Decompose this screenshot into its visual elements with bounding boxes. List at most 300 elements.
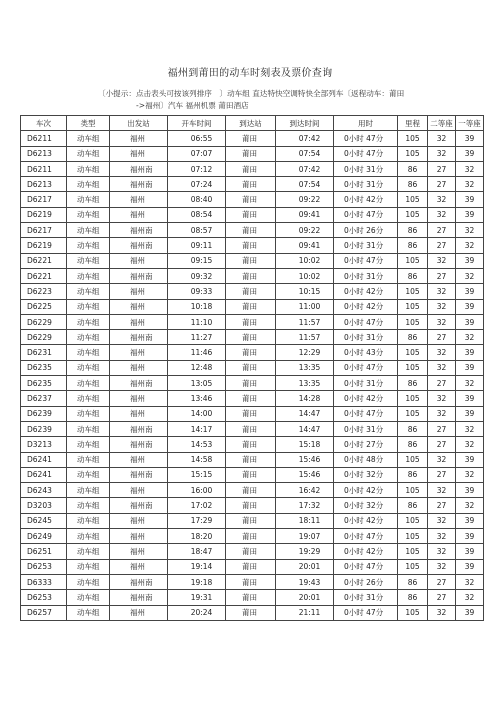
- cell-arrival-station: 莆田: [226, 223, 276, 238]
- cell-first-class: 39: [456, 452, 484, 467]
- cell-first-class: 39: [456, 559, 484, 574]
- cell-departure-time: 15:15: [168, 467, 226, 482]
- table-row: [21, 437, 484, 452]
- cell-second-class: 32: [428, 360, 456, 375]
- cell-first-class: 39: [456, 544, 484, 559]
- page-title: 福州到莆田的动车时刻表及票价查询: [167, 68, 333, 79]
- cell-departure-time: 09:11: [168, 238, 226, 253]
- cell-duration: 0小时 48分: [334, 452, 398, 467]
- cell-train-no[interactable]: D6211: [21, 161, 67, 176]
- cell-first-class: 32: [456, 590, 484, 605]
- cell-train-no[interactable]: D6223: [21, 284, 67, 299]
- cell-first-class: 39: [456, 529, 484, 544]
- cell-type: 动车组: [67, 131, 110, 146]
- cell-arrival-station: 莆田: [226, 467, 276, 482]
- cell-train-no[interactable]: D6231: [21, 345, 67, 360]
- cell-duration: 0小时 47分: [334, 605, 398, 620]
- cell-arrival-station: 莆田: [226, 513, 276, 528]
- cell-train-no[interactable]: D6221: [21, 253, 67, 268]
- cell-second-class: 32: [428, 253, 456, 268]
- cell-first-class: 39: [456, 131, 484, 146]
- table-row: [21, 513, 484, 528]
- cell-departure-time: 11:10: [168, 314, 226, 329]
- cell-duration: 0小时 42分: [334, 513, 398, 528]
- cell-distance: 86: [398, 467, 428, 482]
- cell-duration: 0小时 47分: [334, 559, 398, 574]
- cell-departure-time: 07:24: [168, 177, 226, 192]
- table-row: [21, 161, 484, 176]
- cell-distance: 105: [398, 544, 428, 559]
- cell-train-no[interactable]: D6213: [21, 177, 67, 192]
- cell-type: 动车组: [67, 391, 110, 406]
- cell-departure-station: 福州南: [110, 467, 168, 482]
- table-row: [21, 345, 484, 360]
- cell-first-class: 39: [456, 284, 484, 299]
- cell-second-class: 27: [428, 161, 456, 176]
- cell-second-class: 32: [428, 559, 456, 574]
- cell-second-class: 27: [428, 437, 456, 452]
- cell-arrival-station: 莆田: [226, 207, 276, 222]
- cell-first-class: 32: [456, 498, 484, 513]
- cell-train-no[interactable]: D6229: [21, 330, 67, 345]
- cell-second-class: 32: [428, 544, 456, 559]
- cell-distance: 105: [398, 253, 428, 268]
- cell-departure-time: 07:12: [168, 161, 226, 176]
- cell-arrival-station: 莆田: [226, 238, 276, 253]
- cell-distance: 86: [398, 376, 428, 391]
- cell-first-class: 39: [456, 513, 484, 528]
- cell-duration: 0小时 31分: [334, 177, 398, 192]
- cell-duration: 0小时 47分: [334, 146, 398, 161]
- cell-type: 动车组: [67, 559, 110, 574]
- table-row: [21, 529, 484, 544]
- cell-second-class: 32: [428, 391, 456, 406]
- cell-duration: 0小时 47分: [334, 406, 398, 421]
- cell-departure-station: 福州: [110, 345, 168, 360]
- cell-type: 动车组: [67, 513, 110, 528]
- table-row: [21, 421, 484, 436]
- table-row: [21, 284, 484, 299]
- cell-arrival-station: 莆田: [226, 605, 276, 620]
- table-row: [21, 207, 484, 222]
- cell-type: 动车组: [67, 421, 110, 436]
- timetable-header-row: [21, 116, 484, 131]
- cell-first-class: 39: [456, 207, 484, 222]
- cell-first-class: 32: [456, 376, 484, 391]
- cell-train-no[interactable]: D6219: [21, 238, 67, 253]
- cell-arrival-time: 14:47: [276, 406, 334, 421]
- cell-distance: 86: [398, 177, 428, 192]
- cell-arrival-time: 19:07: [276, 529, 334, 544]
- cell-first-class: 32: [456, 421, 484, 436]
- cell-arrival-station: 莆田: [226, 299, 276, 314]
- cell-train-no[interactable]: D6249: [21, 529, 67, 544]
- cell-departure-time: 18:20: [168, 529, 226, 544]
- cell-arrival-station: 莆田: [226, 253, 276, 268]
- cell-departure-station: 福州: [110, 529, 168, 544]
- cell-departure-time: 13:05: [168, 376, 226, 391]
- cell-distance: 105: [398, 299, 428, 314]
- cell-train-no[interactable]: D6221: [21, 268, 67, 283]
- cell-duration: 0小时 42分: [334, 391, 398, 406]
- cell-departure-station: 福州南: [110, 498, 168, 513]
- cell-departure-time: 08:57: [168, 223, 226, 238]
- cell-distance: 86: [398, 330, 428, 345]
- cell-first-class: 39: [456, 192, 484, 207]
- cell-train-no[interactable]: D6237: [21, 391, 67, 406]
- cell-arrival-time: 07:42: [276, 161, 334, 176]
- cell-departure-station: 福州: [110, 131, 168, 146]
- cell-departure-time: 14:17: [168, 421, 226, 436]
- cell-train-no[interactable]: D6241: [21, 452, 67, 467]
- header-departure-station[interactable]: 出发站: [110, 116, 168, 131]
- cell-departure-station: 福州: [110, 207, 168, 222]
- cell-type: 动车组: [67, 223, 110, 238]
- tips-line-1: 〔小提示：点击表头可按该列排序 〕动车组 直达特快空调特快全部列车〔返程动车：莆田: [98, 89, 405, 98]
- cell-train-no[interactable]: D6239: [21, 406, 67, 421]
- cell-arrival-station: 莆田: [226, 421, 276, 436]
- table-row: [21, 452, 484, 467]
- cell-first-class: 39: [456, 360, 484, 375]
- header-departure-time[interactable]: 开车时间: [168, 116, 226, 131]
- cell-second-class: 27: [428, 590, 456, 605]
- cell-duration: 0小时 42分: [334, 284, 398, 299]
- cell-first-class: 39: [456, 299, 484, 314]
- cell-second-class: 32: [428, 131, 456, 146]
- cell-train-no[interactable]: D6251: [21, 544, 67, 559]
- cell-arrival-time: 11:57: [276, 314, 334, 329]
- cell-second-class: 32: [428, 192, 456, 207]
- cell-second-class: 32: [428, 483, 456, 498]
- header-arrival-time[interactable]: 到达时间: [276, 116, 334, 131]
- cell-distance: 105: [398, 360, 428, 375]
- cell-arrival-time: 07:54: [276, 146, 334, 161]
- cell-departure-station: 福州南: [110, 223, 168, 238]
- cell-departure-station: 福州: [110, 146, 168, 161]
- cell-distance: 105: [398, 314, 428, 329]
- cell-arrival-station: 莆田: [226, 284, 276, 299]
- cell-train-no[interactable]: D6235: [21, 376, 67, 391]
- cell-distance: 105: [398, 513, 428, 528]
- cell-distance: 86: [398, 238, 428, 253]
- cell-second-class: 32: [428, 513, 456, 528]
- cell-type: 动车组: [67, 268, 110, 283]
- cell-train-no[interactable]: D6241: [21, 467, 67, 482]
- cell-distance: 86: [398, 590, 428, 605]
- table-row: [21, 192, 484, 207]
- cell-departure-time: 09:32: [168, 268, 226, 283]
- cell-train-no[interactable]: D6243: [21, 483, 67, 498]
- cell-distance: 86: [398, 268, 428, 283]
- cell-departure-station: 福州: [110, 192, 168, 207]
- cell-arrival-station: 莆田: [226, 544, 276, 559]
- header-distance[interactable]: 里程: [398, 116, 428, 131]
- cell-train-no[interactable]: D6253: [21, 559, 67, 574]
- cell-second-class: 27: [428, 177, 456, 192]
- cell-departure-station: 福州南: [110, 238, 168, 253]
- cell-train-no[interactable]: D6333: [21, 574, 67, 589]
- header-train-no[interactable]: 车次: [21, 116, 67, 131]
- cell-arrival-station: 莆田: [226, 146, 276, 161]
- cell-arrival-time: 19:43: [276, 574, 334, 589]
- cell-duration: 0小时 47分: [334, 529, 398, 544]
- cell-arrival-station: 莆田: [226, 131, 276, 146]
- cell-duration: 0小时 31分: [334, 268, 398, 283]
- cell-duration: 0小时 42分: [334, 299, 398, 314]
- cell-second-class: 32: [428, 406, 456, 421]
- cell-first-class: 32: [456, 574, 484, 589]
- table-row: [21, 314, 484, 329]
- cell-second-class: 27: [428, 421, 456, 436]
- cell-arrival-time: 09:41: [276, 207, 334, 222]
- cell-departure-station: 福州南: [110, 161, 168, 176]
- cell-first-class: 39: [456, 146, 484, 161]
- table-row: [21, 559, 484, 574]
- cell-arrival-station: 莆田: [226, 559, 276, 574]
- cell-train-no[interactable]: D6211: [21, 131, 67, 146]
- cell-type: 动车组: [67, 498, 110, 513]
- cell-type: 动车组: [67, 376, 110, 391]
- header-second-class[interactable]: 二等座: [428, 116, 456, 131]
- tips-line-2: ->福州〕汽车 福州机票 莆田酒店: [136, 101, 249, 110]
- cell-second-class: 32: [428, 345, 456, 360]
- cell-second-class: 32: [428, 299, 456, 314]
- cell-arrival-time: 14:47: [276, 421, 334, 436]
- cell-departure-station: 福州: [110, 483, 168, 498]
- cell-arrival-time: 17:32: [276, 498, 334, 513]
- cell-departure-time: 14:00: [168, 406, 226, 421]
- cell-second-class: 32: [428, 529, 456, 544]
- table-row: [21, 253, 484, 268]
- cell-type: 动车组: [67, 483, 110, 498]
- cell-departure-time: 10:18: [168, 299, 226, 314]
- cell-type: 动车组: [67, 406, 110, 421]
- cell-arrival-time: 15:46: [276, 452, 334, 467]
- cell-arrival-time: 21:11: [276, 605, 334, 620]
- cell-departure-station: 福州南: [110, 177, 168, 192]
- cell-arrival-time: 12:29: [276, 345, 334, 360]
- cell-arrival-station: 莆田: [226, 314, 276, 329]
- cell-first-class: 32: [456, 177, 484, 192]
- cell-duration: 0小时 42分: [334, 192, 398, 207]
- cell-departure-time: 20:24: [168, 605, 226, 620]
- cell-first-class: 39: [456, 391, 484, 406]
- cell-duration: 0小时 32分: [334, 467, 398, 482]
- cell-first-class: 39: [456, 314, 484, 329]
- cell-arrival-time: 20:01: [276, 559, 334, 574]
- cell-arrival-station: 莆田: [226, 590, 276, 605]
- cell-type: 动车组: [67, 590, 110, 605]
- cell-arrival-station: 莆田: [226, 406, 276, 421]
- cell-type: 动车组: [67, 238, 110, 253]
- cell-type: 动车组: [67, 161, 110, 176]
- cell-type: 动车组: [67, 345, 110, 360]
- cell-type: 动车组: [67, 605, 110, 620]
- cell-arrival-time: 13:35: [276, 360, 334, 375]
- cell-train-no[interactable]: D6235: [21, 360, 67, 375]
- cell-second-class: 32: [428, 452, 456, 467]
- cell-arrival-station: 莆田: [226, 483, 276, 498]
- cell-departure-station: 福州: [110, 452, 168, 467]
- cell-second-class: 27: [428, 376, 456, 391]
- cell-departure-station: 福州南: [110, 376, 168, 391]
- cell-departure-time: 11:46: [168, 345, 226, 360]
- cell-train-no[interactable]: D6239: [21, 421, 67, 436]
- cell-departure-station: 福州: [110, 391, 168, 406]
- cell-arrival-station: 莆田: [226, 376, 276, 391]
- cell-train-no[interactable]: D6253: [21, 590, 67, 605]
- table-row: [21, 574, 484, 589]
- cell-first-class: 39: [456, 483, 484, 498]
- cell-arrival-station: 莆田: [226, 268, 276, 283]
- table-row: [21, 498, 484, 513]
- cell-arrival-time: 15:46: [276, 467, 334, 482]
- cell-type: 动车组: [67, 177, 110, 192]
- cell-train-no[interactable]: D6229: [21, 314, 67, 329]
- header-type[interactable]: 类型: [67, 116, 110, 131]
- table-row: [21, 223, 484, 238]
- cell-second-class: 32: [428, 284, 456, 299]
- cell-distance: 105: [398, 406, 428, 421]
- table-row: [21, 268, 484, 283]
- cell-duration: 0小时 47分: [334, 360, 398, 375]
- cell-departure-time: 09:33: [168, 284, 226, 299]
- cell-departure-time: 19:31: [168, 590, 226, 605]
- cell-type: 动车组: [67, 467, 110, 482]
- cell-train-no[interactable]: D6213: [21, 146, 67, 161]
- cell-type: 动车组: [67, 544, 110, 559]
- cell-second-class: 32: [428, 314, 456, 329]
- cell-second-class: 27: [428, 238, 456, 253]
- cell-arrival-station: 莆田: [226, 452, 276, 467]
- cell-distance: 105: [398, 452, 428, 467]
- cell-arrival-time: 10:15: [276, 284, 334, 299]
- cell-departure-station: 福州南: [110, 421, 168, 436]
- cell-departure-station: 福州: [110, 406, 168, 421]
- cell-arrival-time: 15:18: [276, 437, 334, 452]
- cell-arrival-time: 13:35: [276, 376, 334, 391]
- cell-duration: 0小时 26分: [334, 574, 398, 589]
- cell-train-no[interactable]: D6245: [21, 513, 67, 528]
- table-row: [21, 467, 484, 482]
- cell-duration: 0小时 31分: [334, 238, 398, 253]
- cell-duration: 0小时 47分: [334, 314, 398, 329]
- cell-distance: 105: [398, 483, 428, 498]
- cell-second-class: 27: [428, 574, 456, 589]
- cell-duration: 0小时 42分: [334, 483, 398, 498]
- cell-arrival-station: 莆田: [226, 574, 276, 589]
- cell-first-class: 32: [456, 437, 484, 452]
- cell-distance: 105: [398, 284, 428, 299]
- cell-duration: 0小时 31分: [334, 376, 398, 391]
- cell-second-class: 27: [428, 330, 456, 345]
- cell-type: 动车组: [67, 299, 110, 314]
- cell-train-no[interactable]: D6219: [21, 207, 67, 222]
- header-duration[interactable]: 用时: [334, 116, 398, 131]
- cell-departure-time: 09:15: [168, 253, 226, 268]
- cell-arrival-station: 莆田: [226, 330, 276, 345]
- cell-departure-station: 福州: [110, 284, 168, 299]
- cell-first-class: 32: [456, 268, 484, 283]
- cell-distance: 86: [398, 421, 428, 436]
- cell-arrival-time: 16:42: [276, 483, 334, 498]
- table-row: [21, 360, 484, 375]
- cell-arrival-station: 莆田: [226, 437, 276, 452]
- cell-train-no[interactable]: D6257: [21, 605, 67, 620]
- cell-distance: 86: [398, 498, 428, 513]
- cell-departure-time: 14:58: [168, 452, 226, 467]
- cell-arrival-time: 10:02: [276, 268, 334, 283]
- cell-first-class: 39: [456, 345, 484, 360]
- table-row: [21, 177, 484, 192]
- cell-duration: 0小时 47分: [334, 131, 398, 146]
- cell-arrival-time: 07:54: [276, 177, 334, 192]
- cell-type: 动车组: [67, 452, 110, 467]
- cell-duration: 0小时 43分: [334, 345, 398, 360]
- header-first-class[interactable]: 一等座: [456, 116, 484, 131]
- cell-second-class: 27: [428, 467, 456, 482]
- cell-distance: 105: [398, 131, 428, 146]
- cell-second-class: 27: [428, 223, 456, 238]
- cell-departure-time: 16:00: [168, 483, 226, 498]
- cell-train-no[interactable]: D6217: [21, 223, 67, 238]
- cell-distance: 105: [398, 391, 428, 406]
- cell-duration: 0小时 31分: [334, 421, 398, 436]
- cell-arrival-station: 莆田: [226, 498, 276, 513]
- table-row: [21, 330, 484, 345]
- cell-first-class: 32: [456, 238, 484, 253]
- cell-departure-station: 福州南: [110, 574, 168, 589]
- cell-type: 动车组: [67, 192, 110, 207]
- cell-departure-station: 福州: [110, 253, 168, 268]
- cell-departure-station: 福州: [110, 299, 168, 314]
- cell-train-no[interactable]: D6225: [21, 299, 67, 314]
- cell-train-no[interactable]: D3203: [21, 498, 67, 513]
- cell-departure-time: 06:55: [168, 131, 226, 146]
- table-row: [21, 391, 484, 406]
- cell-distance: 105: [398, 605, 428, 620]
- cell-arrival-station: 莆田: [226, 391, 276, 406]
- cell-distance: 105: [398, 529, 428, 544]
- cell-second-class: 27: [428, 498, 456, 513]
- cell-train-no[interactable]: D6217: [21, 192, 67, 207]
- cell-train-no[interactable]: D3213: [21, 437, 67, 452]
- cell-first-class: 32: [456, 223, 484, 238]
- cell-type: 动车组: [67, 574, 110, 589]
- cell-first-class: 39: [456, 253, 484, 268]
- cell-duration: 0小时 42分: [334, 544, 398, 559]
- cell-arrival-time: 10:02: [276, 253, 334, 268]
- cell-first-class: 32: [456, 467, 484, 482]
- cell-departure-time: 17:29: [168, 513, 226, 528]
- header-arrival-station[interactable]: 到达站: [226, 116, 276, 131]
- cell-departure-time: 08:40: [168, 192, 226, 207]
- cell-type: 动车组: [67, 360, 110, 375]
- cell-departure-time: 11:27: [168, 330, 226, 345]
- cell-distance: 105: [398, 146, 428, 161]
- cell-duration: 0小时 47分: [334, 253, 398, 268]
- cell-duration: 0小时 31分: [334, 161, 398, 176]
- cell-distance: 86: [398, 437, 428, 452]
- cell-departure-station: 福州: [110, 544, 168, 559]
- cell-arrival-time: 14:28: [276, 391, 334, 406]
- cell-arrival-time: 19:29: [276, 544, 334, 559]
- cell-departure-time: 19:18: [168, 574, 226, 589]
- cell-duration: 0小时 31分: [334, 330, 398, 345]
- table-row: [21, 544, 484, 559]
- cell-departure-time: 14:53: [168, 437, 226, 452]
- table-row: [21, 483, 484, 498]
